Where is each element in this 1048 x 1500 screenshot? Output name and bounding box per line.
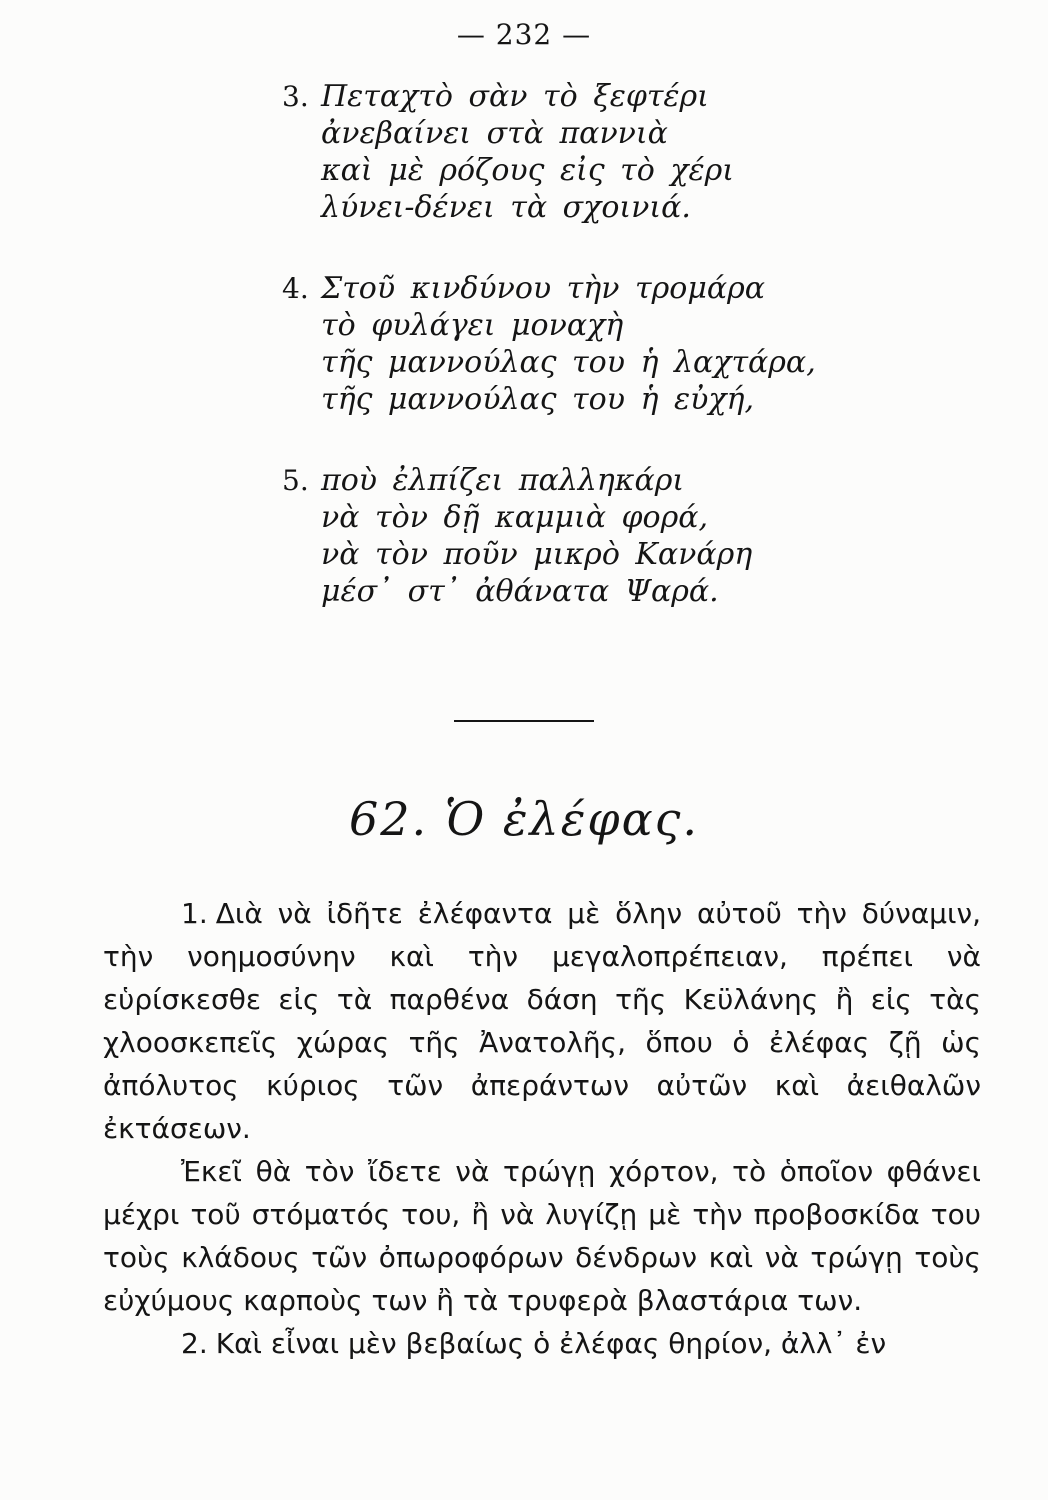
poem xyxy=(282,78,842,654)
poem-line: λύνει-δένει τὰ σχοινιά. xyxy=(321,190,691,225)
poem-line: νὰ τὸν δῇ καμμιὰ φορά, xyxy=(321,500,709,535)
poem-line: τῆς μαννούλας του ἡ λαχτάρα, xyxy=(321,345,816,380)
section-divider xyxy=(454,720,594,722)
stanza-3 xyxy=(282,78,842,226)
paragraph-number: 1. xyxy=(181,897,208,930)
paragraph xyxy=(103,1150,981,1322)
poem-line: Πεταχτὸ σὰν τὸ ξεφτέρι xyxy=(321,79,709,114)
paragraph-text: Ἐκεῖ θὰ τὸν ἴδετε νὰ τρώγῃ χόρτον, τὸ ὁποῖον φθάνει μέχρι τοῦ στόματός του, ἢ νὰ λυγίζῃ μὲ τὴν προβοσκίδα του τοὺς κλάδους τῶν ὀπωροφόρων δένδρων καὶ νὰ τρώγῃ τοὺς εὐχύμους καρποὺς των ἢ τὰ τρυφερὰ βλαστάρια των. xyxy=(103,1155,981,1317)
paragraph-text: Καὶ εἶναι μὲν βεβαίως ὁ ἐλέφας θηρίον, ἀλλ᾽ ἐν xyxy=(215,1327,887,1360)
stanza-5 xyxy=(282,462,842,610)
poem-line: τῆς μαννούλας του ἡ εὐχή, xyxy=(321,382,755,417)
paragraph xyxy=(103,892,981,1150)
poem-line: νὰ τὸν ποῦν μικρὸ Κανάρη xyxy=(321,537,753,572)
chapter-title: 62. Ὁ ἐλέφας. xyxy=(348,792,700,846)
paragraph xyxy=(103,1322,981,1365)
poem-line: καὶ μὲ ρόζους εἰς τὸ χέρι xyxy=(321,153,735,188)
page-number: — 232 — xyxy=(456,18,592,51)
poem-line: ποὺ ἐλπίζει παλληκάρι xyxy=(321,463,685,498)
stanza-4 xyxy=(282,270,842,418)
poem-line: ἀνεβαίνει στὰ παννιὰ xyxy=(321,116,668,151)
prose-text xyxy=(103,892,981,1365)
stanza-number: 5. xyxy=(282,464,309,497)
poem-line: μέσ᾽ στ᾽ ἀθάνατα Ψαρά. xyxy=(321,574,719,609)
poem-line: Στοῦ κινδύνου τὴν τρομάρα xyxy=(321,271,765,306)
poem-line: τὸ φυλάγει μοναχὴ xyxy=(321,308,624,343)
paragraph-number: 2. xyxy=(181,1327,208,1360)
stanza-number: 4. xyxy=(282,272,309,305)
paragraph-text: Διὰ νὰ ἰδῆτε ἐλέφαντα μὲ ὅλην αὐτοῦ τὴν δύναμιν, τὴν νοημοσύνην καὶ τὴν μεγαλοπρέπειαν, πρέπει νὰ εὑρίσκεσθε εἰς τὰ παρθένα δάση τῆς Κεϋλάνης ἢ εἰς τὰς χλοοσκεπεῖς χώρας τῆς Ἀνατολῆς, ὅπου ὁ ἐλέφας ζῇ ὡς ἀπόλυτος κύριος τῶν ἀπεράντων αὐτῶν καὶ ἀειθαλῶν ἐκτάσεων. xyxy=(103,897,981,1145)
stanza-number: 3. xyxy=(282,80,309,113)
